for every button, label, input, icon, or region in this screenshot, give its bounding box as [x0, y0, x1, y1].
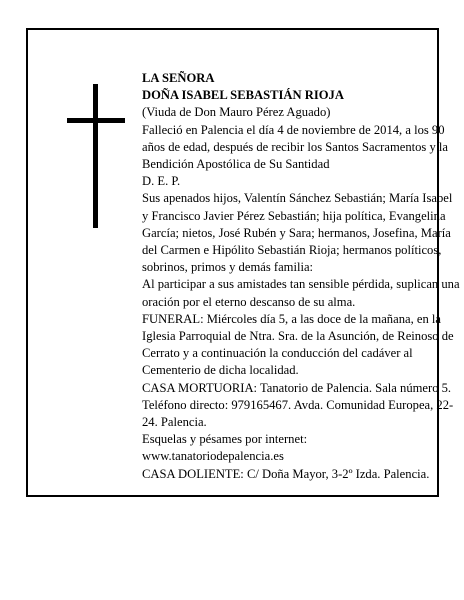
widow-of: (Viuda de Don Mauro Pérez Aguado): [142, 105, 331, 120]
obituary-notice: [26, 28, 460, 497]
cross-icon: [93, 84, 98, 228]
funeral-info: FUNERAL: Miércoles día 5, a las doce de la mañana, en la Iglesia Parroquial de Ntra. Sra. de la Asunción, de Reinoso de Cerrato y a continuación la conducción del cadáver al Cementerio de dicha localidad.: [142, 311, 454, 378]
casa-mortuoria: CASA MORTUORIA: Tanatorio de Palencia. Sala número 5. Teléfono directo: 979165467. Avda. Comunidad Europea, 22-24. Palencia.: [142, 380, 454, 430]
website-link[interactable]: www.tanatoriodepalencia.es: [142, 449, 284, 464]
deceased-name: DOÑA ISABEL SEBASTIÁN RIOJA: [142, 88, 344, 103]
esquelas-label: Esquelas y pésames por internet:: [142, 432, 308, 447]
casa-doliente: CASA DOLIENTE: C/ Doña Mayor, 3-2º Izda. Palencia.: [142, 466, 430, 481]
rip-text: D. E. P.: [142, 174, 181, 189]
death-details: Falleció en Palencia el día 4 de noviembre de 2014, a los 90 años de edad, después de recibir los Santos Sacramentos y la Bendición Apostólica de Su Santidad: [142, 122, 449, 172]
prayer-request: Al participar a sus amistades tan sensible pérdida, suplican una oración por el eterno descanso de su alma.: [142, 277, 460, 309]
cross-icon-bar: [67, 118, 125, 123]
family-list: Sus apenados hijos, Valentín Sánchez Sebastián; María Isabel y Francisco Javier Pérez Sebastián; hija política, Evangelina García; nietos, José Rubén y Sara; hermanos, Josefina, María del Carmen e Hipólito Sebastián Rioja; hermanos políticos, sobrinos, primos y demás familia:: [142, 191, 453, 275]
title-line-1: LA SEÑORA: [142, 71, 215, 85]
notice-text: [142, 70, 460, 483]
